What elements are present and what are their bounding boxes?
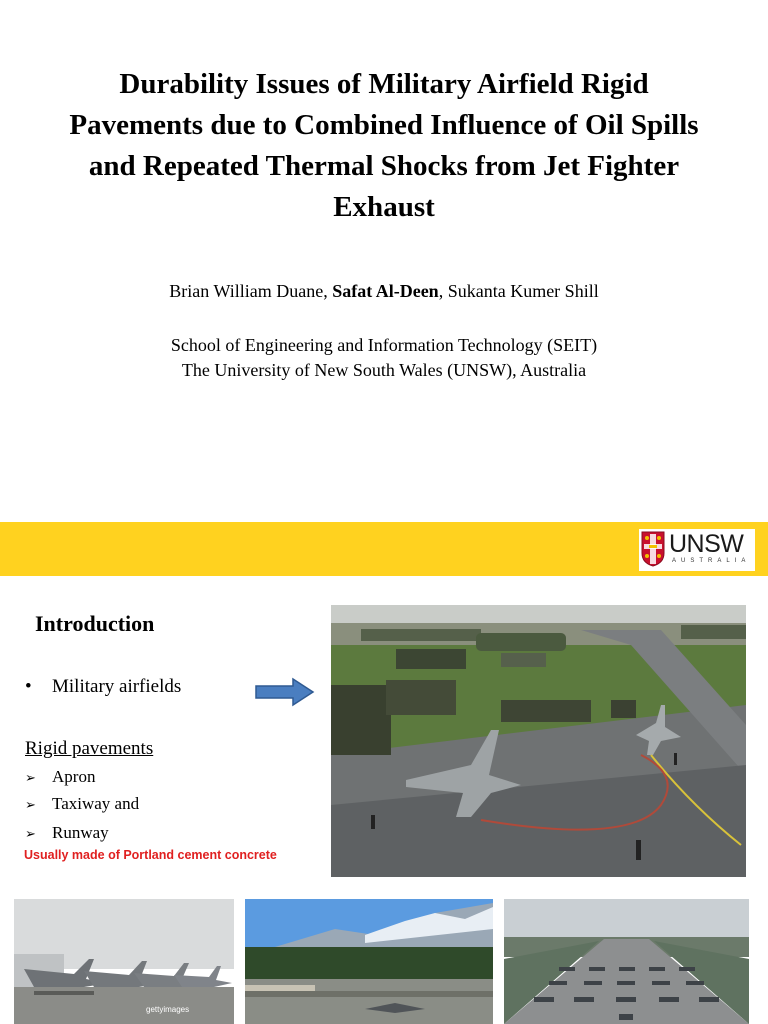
thumb-watermark: gettyimages	[146, 1005, 190, 1014]
affiliation	[0, 333, 768, 383]
runway-jets-photo	[504, 899, 749, 1024]
bullet-symbol: •	[25, 676, 32, 697]
bullet-item	[25, 676, 181, 698]
list-item-label: Runway	[52, 823, 109, 842]
author-line	[0, 281, 768, 302]
airfield-photo	[331, 605, 746, 877]
unsw-crest-icon	[641, 531, 665, 567]
author-3: , Sukanta Kumer Shill	[438, 281, 599, 301]
list-item	[25, 794, 139, 814]
right-arrow-icon	[255, 677, 315, 707]
chevron-right-icon: ➢	[25, 827, 36, 842]
affiliation-line-1: School of Engineering and Information Technology (SEIT)	[170, 335, 598, 355]
intro-heading: Introduction	[35, 611, 155, 636]
author-2: Safat Al-Deen	[332, 281, 439, 301]
list-item-label: Apron	[52, 767, 96, 786]
unsw-wordmark: UNSW	[669, 530, 744, 558]
chevron-right-icon: ➢	[25, 798, 36, 813]
bullet-text: Military airfields	[52, 676, 182, 697]
affiliation-line-2: The University of New South Wales (UNSW), Australia	[181, 360, 587, 380]
concrete-note: Usually made of Portland cement concrete	[24, 848, 277, 862]
list-item	[25, 823, 109, 843]
list-item-label: Taxiway and	[52, 794, 140, 813]
author-1: Brian William Duane,	[169, 281, 328, 301]
rigid-pavements-heading: Rigid pavements	[25, 738, 154, 759]
paper-title: Durability Issues of Military Airfield Rigid Pavements due to Combined Influence of Oil Spills and Repeated Thermal Shocks from Jet Fighter Exhaust	[69, 68, 699, 223]
chevron-right-icon: ➢	[25, 771, 36, 786]
mountain-airfield-photo	[245, 899, 493, 1024]
list-item	[25, 767, 95, 787]
jets-apron-photo	[14, 899, 234, 1024]
unsw-subtitle: AUSTRALIA	[672, 558, 751, 564]
